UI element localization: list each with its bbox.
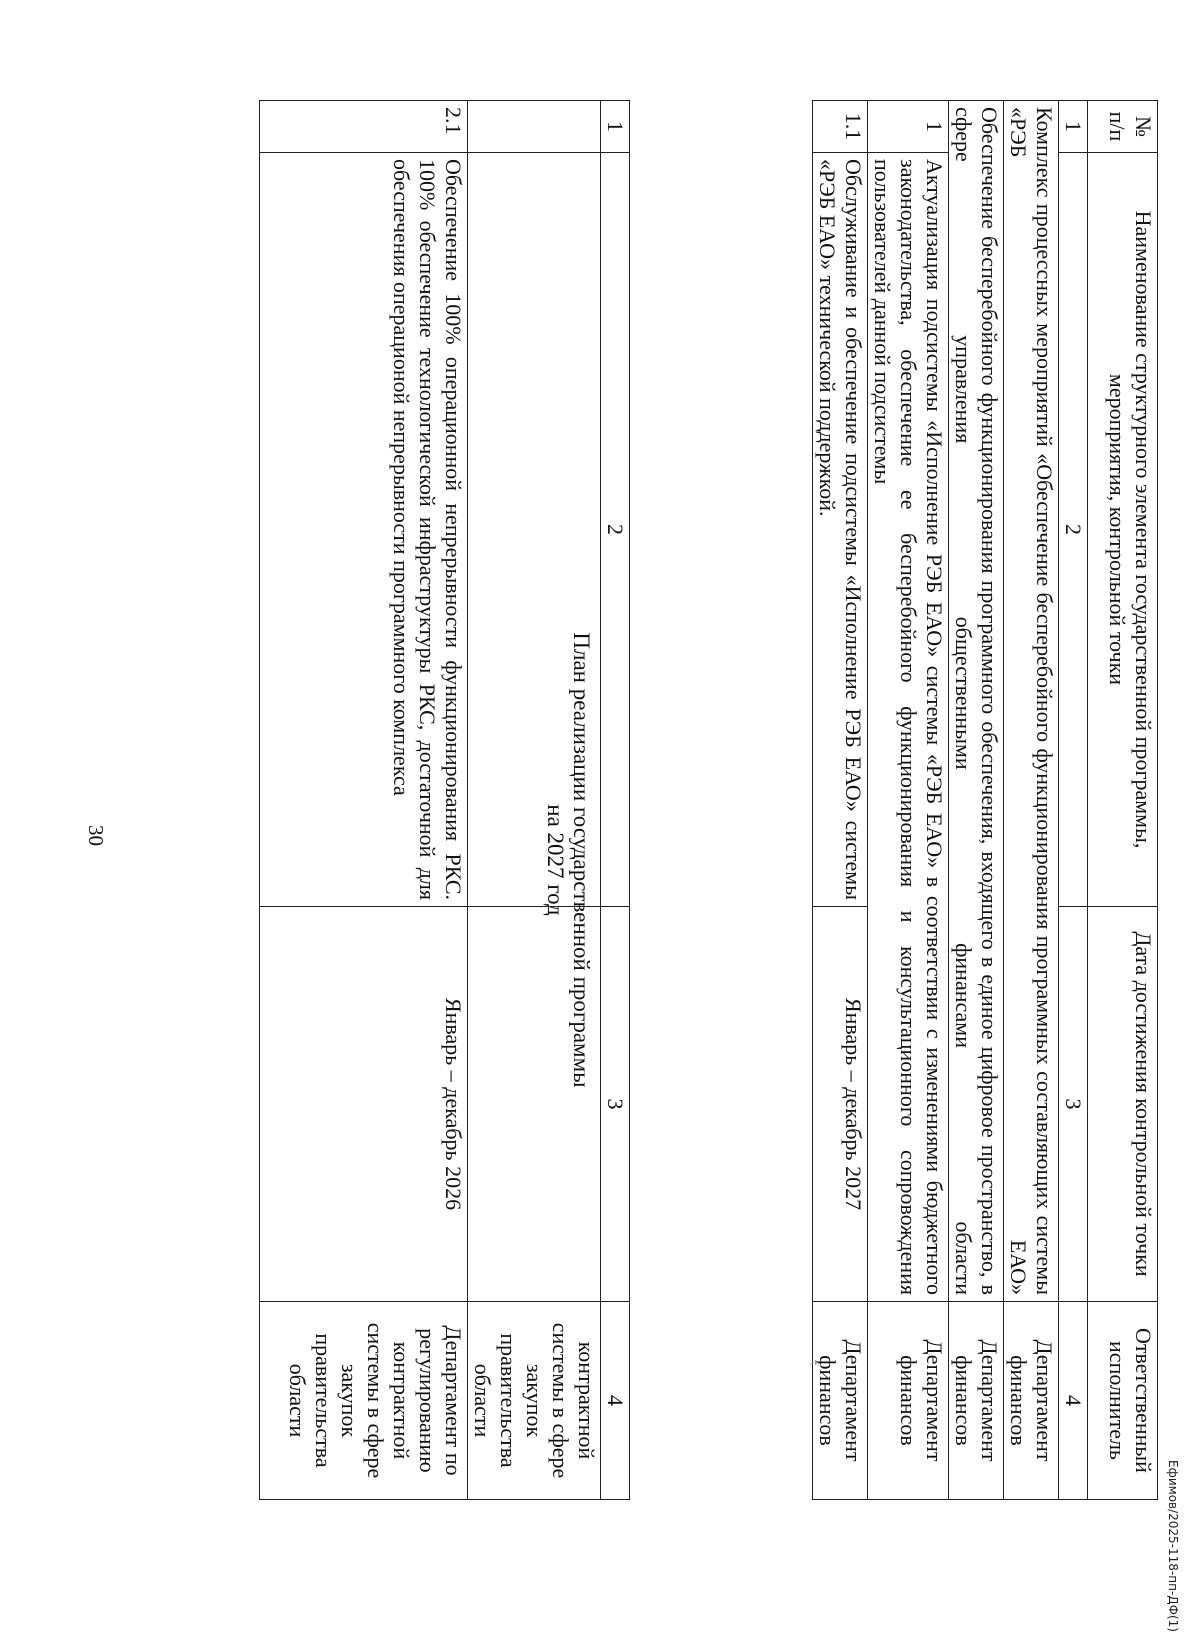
goal-row [949, 101, 1004, 1500]
title-subline: на 2027 год [543, 804, 568, 916]
row-name-cell: Обслуживание и обеспечение подсистемы «Исполнение РЭБ ЕАО» системы «РЭБ ЕАО» технической поддержкой. [813, 153, 868, 907]
row-executor-cell: Департамент финансов [813, 1302, 868, 1500]
row-number-cell: 2.1 [260, 101, 468, 153]
col-number-cell: 3 [1059, 907, 1088, 1302]
pen-mark [808, 1362, 822, 1377]
document-title [542, 560, 594, 1160]
column-number-row [1059, 101, 1088, 1500]
row-number-cell [468, 101, 601, 153]
row-name-cell: Актуализация подсистемы «Исполнение РЭБ ЕАО» системы «РЭБ ЕАО» в соответствии с изменениями бюджетного законодательства, обеспечение ее бесперебойного функционирования и консультационного сопровождения пользователей данной подсистемы [868, 153, 949, 1302]
row-number-cell: 1.1 [813, 101, 868, 153]
col-number-cell: 4 [601, 1302, 630, 1500]
complex-executor-cell: Департамент финансов [1004, 1302, 1059, 1500]
plan-table [812, 100, 1158, 1500]
table-row [601, 101, 630, 1500]
row-number-cell: 1 [868, 101, 949, 153]
header-date: Дата достижения контрольной точки [1088, 907, 1158, 1302]
table-header-row [1088, 101, 1158, 1500]
page-number: 30 [84, 825, 108, 846]
row-name-cell: Обеспечение 100% операционной непрерывности функционирования РКС. 100% обеспечение технологической инфраструктуры РКС, достаточной для обеспечения операционой непрерывности программного комплекса [260, 153, 468, 907]
col-number-cell: 1 [1059, 101, 1088, 153]
header-number: № п/п [1088, 101, 1158, 153]
table-row [868, 101, 949, 1500]
row-executor-cell: контрактной системы в сфере закупок правительства области [468, 1302, 601, 1500]
table-row [260, 101, 468, 1500]
complex-row [1004, 101, 1059, 1500]
col-number-cell: 2 [1059, 153, 1088, 907]
col-number-cell: 3 [601, 907, 630, 1302]
row-date-cell: Январь – декабрь 2026 [260, 907, 468, 1302]
col-number-cell: 4 [1059, 1302, 1088, 1500]
footer-code: Ефимов/2025-118-пп-ДФ(1) [1166, 1460, 1180, 1632]
goal-text-cell: Обеспечение бесперебойного функционирования программного обеспечения, входящего в единое цифровое пространство, в сфере управления общественными финансами области [949, 101, 1004, 1302]
col-number-cell: 1 [601, 101, 630, 153]
header-name: Наименование структурного элемента государственной программы, мероприятия, контрольной точки [1088, 153, 1158, 907]
row-executor-cell: Департамент финансов [868, 1302, 949, 1500]
table-row [813, 101, 868, 1500]
col-number-cell: 2 [601, 153, 630, 907]
complex-title-cell: Комплекс процессных мероприятий «Обеспечение бесперебойного функционирования программных составляющих системы «РЭБ ЕАО» [1004, 101, 1059, 1302]
row-date-cell: Январь – декабрь 2027 [813, 907, 868, 1302]
row-executor-cell: Департамент по регулированию контрактной системы в сфере закупок правительства области [260, 1302, 468, 1500]
goal-executor-cell: Департамент финансов [949, 1302, 1004, 1500]
header-executor: Ответственный исполнитель [1088, 1302, 1158, 1500]
title-line: План реализации государственной программы [569, 632, 594, 1088]
